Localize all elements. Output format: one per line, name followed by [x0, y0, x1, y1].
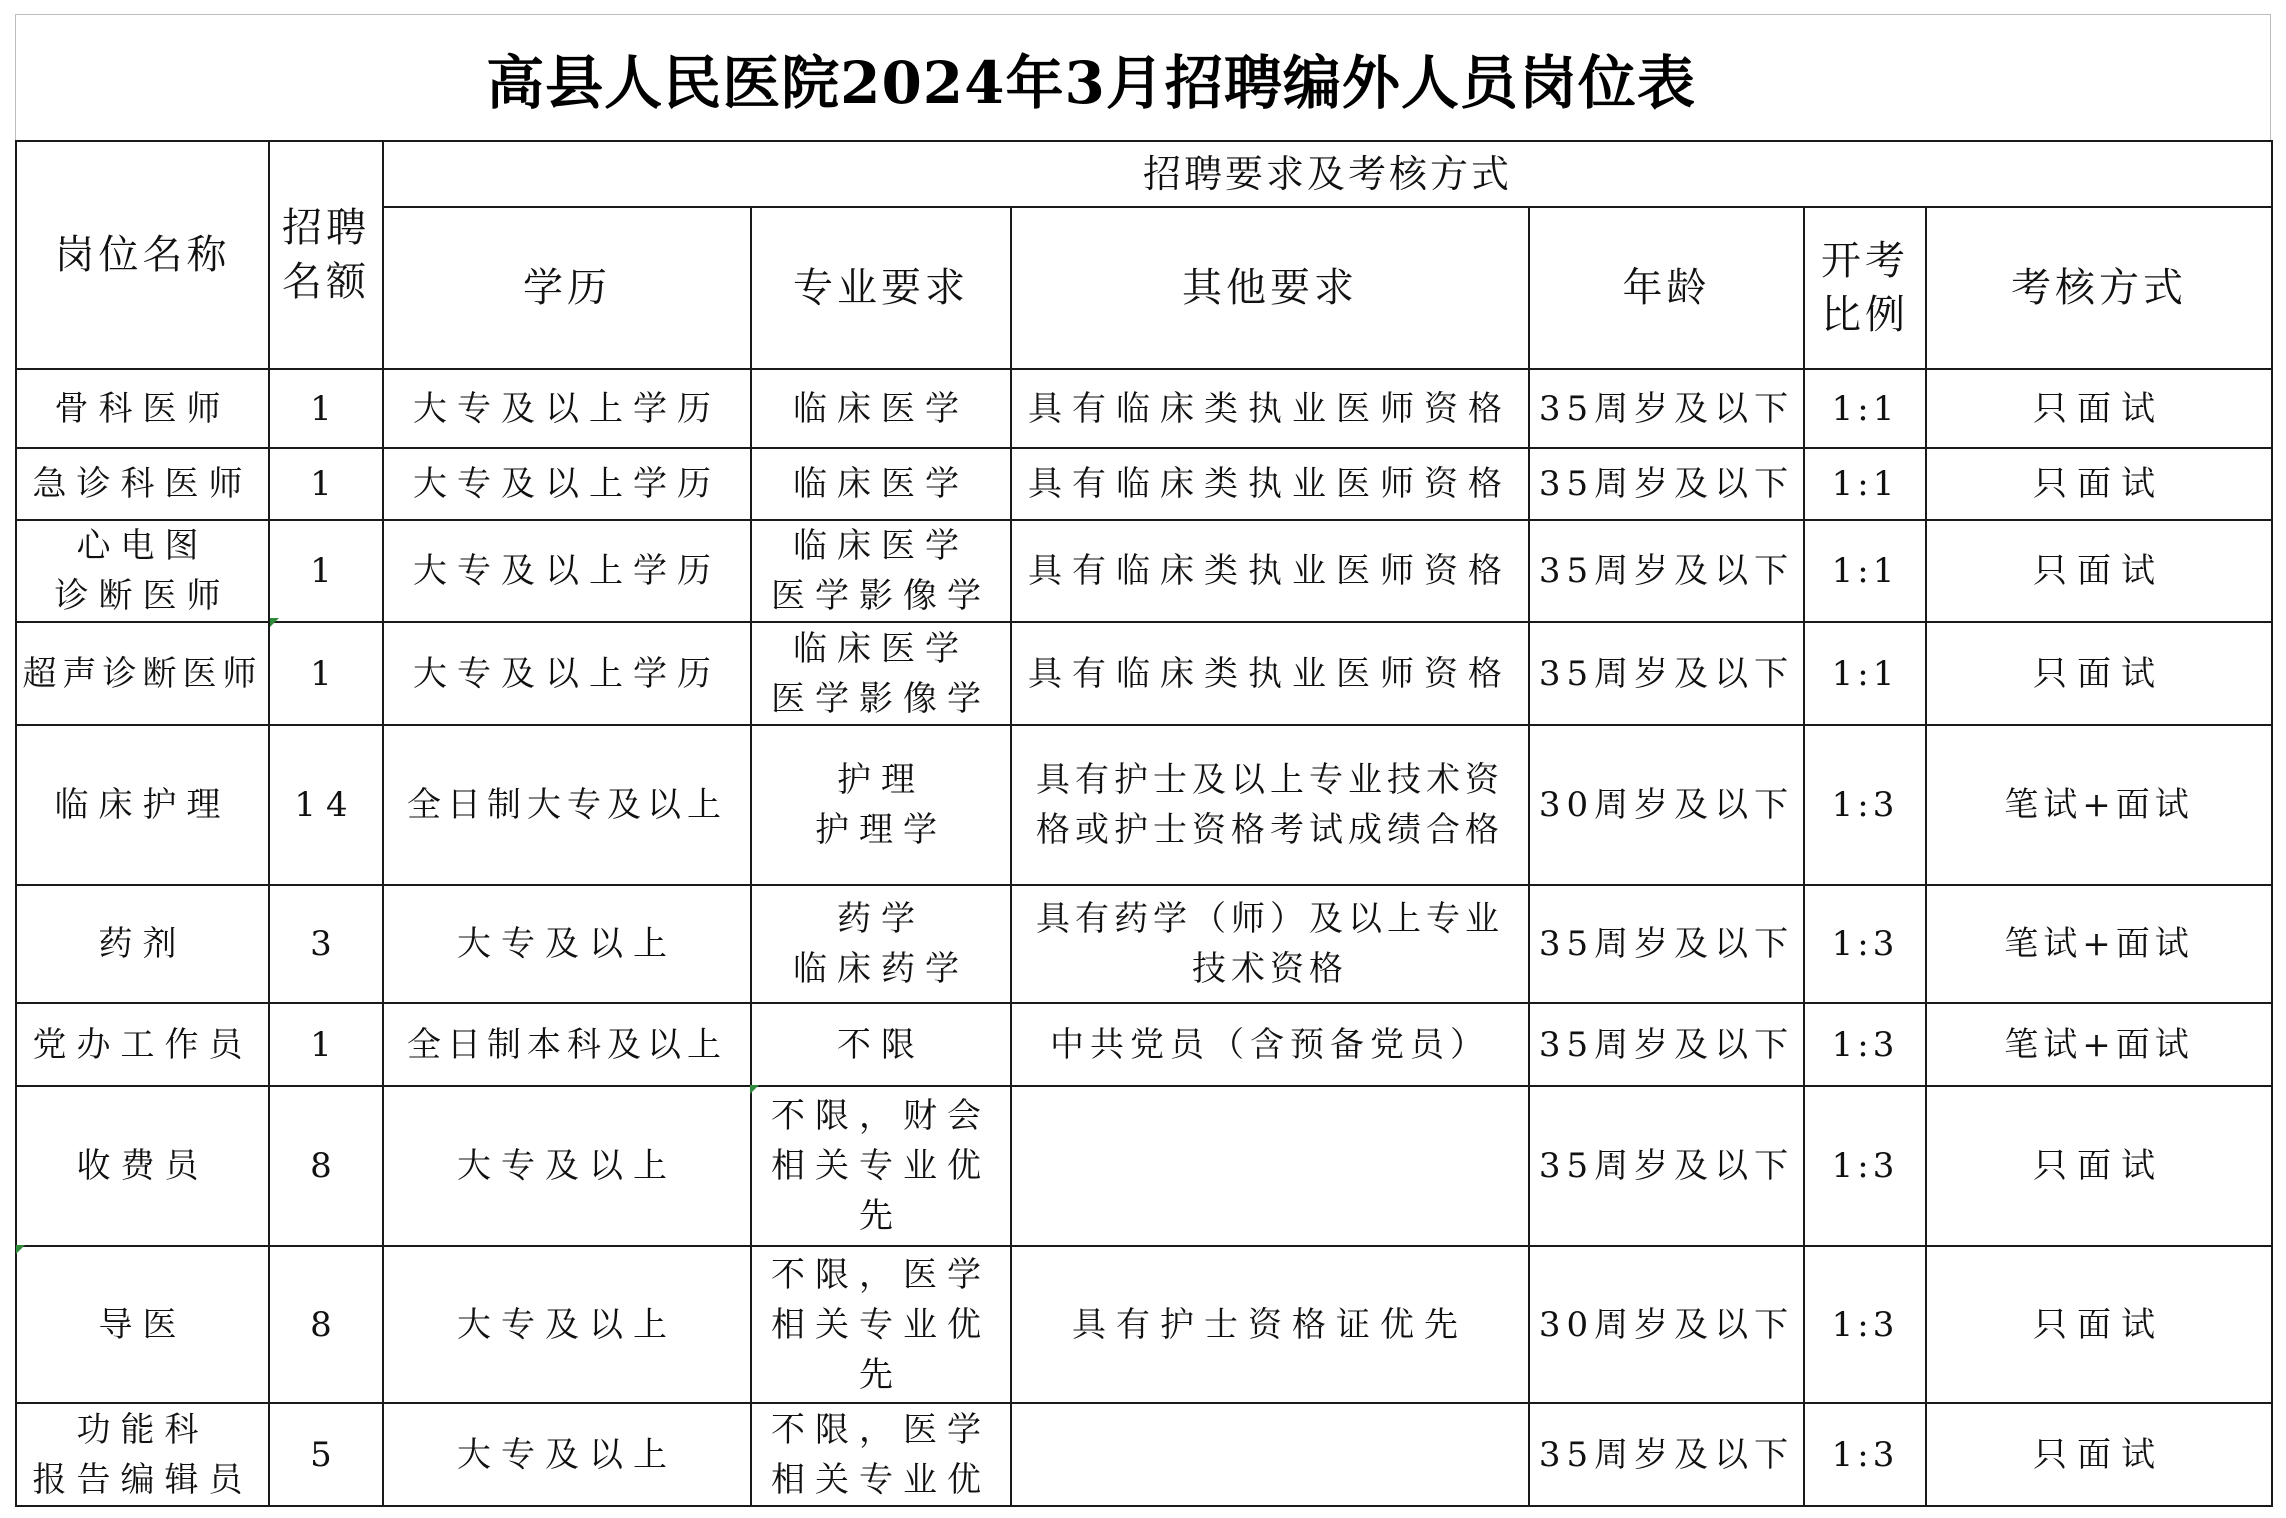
cell-major: 临床医学 医学影像学	[751, 622, 1011, 725]
cell-position-name: 骨科医师	[16, 369, 269, 448]
cell-position-name: 心电图 诊断医师	[16, 520, 269, 622]
cell-quota: 1	[269, 448, 383, 520]
cell-assessment: 只面试	[1926, 1086, 2272, 1246]
cell-marker-icon	[750, 1085, 759, 1094]
cell-education: 全日制本科及以上	[383, 1003, 751, 1086]
cell-age: 30周岁及以下	[1529, 1246, 1804, 1403]
cell-other	[1011, 1403, 1529, 1506]
cell-position-name: 药剂	[16, 885, 269, 1003]
cell-ratio: 1:1	[1804, 622, 1926, 725]
cell-assessment: 只面试	[1926, 369, 2272, 448]
header-major: 专业要求	[751, 207, 1011, 369]
header-ratio: 开考 比例	[1804, 207, 1926, 369]
table-row	[16, 448, 2272, 520]
cell-age: 30周岁及以下	[1529, 725, 1804, 885]
cell-ratio: 1:3	[1804, 1086, 1926, 1246]
cell-ratio: 1:3	[1804, 1003, 1926, 1086]
cell-other: 具有药学（师）及以上专业 技术资格	[1011, 885, 1529, 1003]
header-position-name: 岗位名称	[16, 141, 269, 369]
cell-quota: 5	[269, 1403, 383, 1506]
cell-major: 不限，医学 相关专业优	[751, 1403, 1011, 1506]
cell-other	[1011, 1086, 1529, 1246]
cell-ratio: 1:3	[1804, 1246, 1926, 1403]
cell-major: 不限，财会 相关专业优 先	[751, 1086, 1011, 1246]
cell-age: 35周岁及以下	[1529, 885, 1804, 1003]
title-bar	[15, 14, 2271, 140]
cell-assessment: 笔试+面试	[1926, 1003, 2272, 1086]
cell-other: 具有护士资格证优先	[1011, 1246, 1529, 1403]
cell-education: 大专及以上学历	[383, 520, 751, 622]
cell-ratio: 1:3	[1804, 885, 1926, 1003]
table-row	[16, 1246, 2272, 1403]
cell-ratio: 1:3	[1804, 725, 1926, 885]
table-row	[16, 1403, 2272, 1506]
header-education: 学历	[383, 207, 751, 369]
cell-ratio: 1:1	[1804, 448, 1926, 520]
table-row	[16, 520, 2272, 622]
cell-education: 大专及以上	[383, 1086, 751, 1246]
spreadsheet-sheet	[15, 14, 2271, 1504]
cell-marker-icon	[270, 618, 279, 627]
header-age: 年龄	[1529, 207, 1804, 369]
cell-ratio: 1:1	[1804, 520, 1926, 622]
cell-education: 大专及以上	[383, 1403, 751, 1506]
cell-quota: 1	[269, 1003, 383, 1086]
cell-position-name: 临床护理	[16, 725, 269, 885]
cell-age: 35周岁及以下	[1529, 520, 1804, 622]
cell-age: 35周岁及以下	[1529, 1086, 1804, 1246]
cell-major: 临床医学	[751, 369, 1011, 448]
cell-quota: 3	[269, 885, 383, 1003]
cell-position-name: 急诊科医师	[16, 448, 269, 520]
cell-age: 35周岁及以下	[1529, 448, 1804, 520]
cell-quota: 8	[269, 1086, 383, 1246]
cell-quota: 1	[269, 520, 383, 622]
cell-education: 大专及以上	[383, 1246, 751, 1403]
cell-age: 35周岁及以下	[1529, 1403, 1804, 1506]
cell-position-name: 收费员	[16, 1086, 269, 1246]
cell-other: 具有临床类执业医师资格	[1011, 622, 1529, 725]
cell-major: 药学 临床药学	[751, 885, 1011, 1003]
cell-other: 中共党员（含预备党员）	[1011, 1003, 1529, 1086]
cell-age: 35周岁及以下	[1529, 1003, 1804, 1086]
cell-position-name: 党办工作员	[16, 1003, 269, 1086]
header-requirements-group: 招聘要求及考核方式	[383, 141, 2272, 207]
cell-position-name: 导医	[16, 1246, 269, 1403]
cell-education: 大专及以上学历	[383, 622, 751, 725]
cell-assessment: 只面试	[1926, 1246, 2272, 1403]
header-row-1	[16, 141, 2272, 207]
cell-assessment: 笔试+面试	[1926, 885, 2272, 1003]
page-title: 高县人民医院2024年3月招聘编外人员岗位表	[486, 48, 1696, 117]
cell-assessment: 只面试	[1926, 448, 2272, 520]
cell-quota: 1	[269, 369, 383, 448]
cell-position-name: 功能科 报告编辑员	[16, 1403, 269, 1506]
cell-education: 大专及以上学历	[383, 448, 751, 520]
table-row	[16, 885, 2272, 1003]
cell-other: 具有临床类执业医师资格	[1011, 448, 1529, 520]
header-other: 其他要求	[1011, 207, 1529, 369]
cell-other: 具有临床类执业医师资格	[1011, 520, 1529, 622]
cell-major: 不限，医学 相关专业优 先	[751, 1246, 1011, 1403]
cell-assessment: 只面试	[1926, 622, 2272, 725]
cell-assessment: 只面试	[1926, 520, 2272, 622]
cell-ratio: 1:3	[1804, 1403, 1926, 1506]
cell-education: 大专及以上学历	[383, 369, 751, 448]
cell-quota: 8	[269, 1246, 383, 1403]
cell-other: 具有临床类执业医师资格	[1011, 369, 1529, 448]
cell-age: 35周岁及以下	[1529, 369, 1804, 448]
table-row	[16, 725, 2272, 885]
cell-quota: 14	[269, 725, 383, 885]
table-row	[16, 369, 2272, 448]
cell-position-name: 超声诊断医师	[16, 622, 269, 725]
cell-assessment: 笔试+面试	[1926, 725, 2272, 885]
cell-other: 具有护士及以上专业技术资 格或护士资格考试成绩合格	[1011, 725, 1529, 885]
header-quota: 招聘 名额	[269, 141, 383, 369]
cell-education: 全日制大专及以上	[383, 725, 751, 885]
table-row	[16, 622, 2272, 725]
table-row	[16, 1086, 2272, 1246]
table-row	[16, 1003, 2272, 1086]
cell-ratio: 1:1	[1804, 369, 1926, 448]
positions-table	[15, 140, 2273, 1507]
cell-major: 不限	[751, 1003, 1011, 1086]
cell-quota: 1	[269, 622, 383, 725]
cell-marker-icon	[16, 1245, 25, 1254]
header-assessment: 考核方式	[1926, 207, 2272, 369]
cell-education: 大专及以上	[383, 885, 751, 1003]
cell-age: 35周岁及以下	[1529, 622, 1804, 725]
cell-major: 护理 护理学	[751, 725, 1011, 885]
cell-major: 临床医学	[751, 448, 1011, 520]
cell-major: 临床医学 医学影像学	[751, 520, 1011, 622]
cell-assessment: 只面试	[1926, 1403, 2272, 1506]
